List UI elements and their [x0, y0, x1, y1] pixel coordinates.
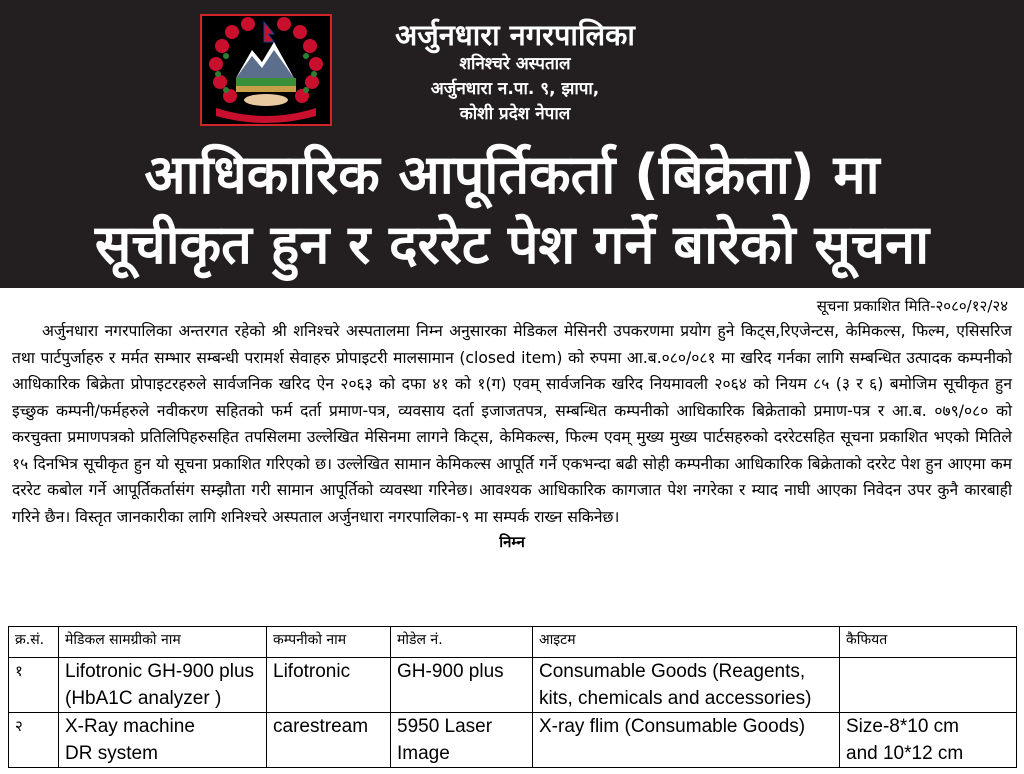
item-line: X-ray flim (Consumable Goods) — [539, 716, 806, 737]
cell-company: Lifotronic — [267, 658, 391, 713]
name-line: DR system — [65, 743, 158, 764]
header-sn: क्र.सं. — [9, 627, 59, 658]
notice-body — [8, 294, 1016, 554]
cell-model — [391, 713, 533, 768]
province: कोशी प्रदेश नेपाल — [459, 104, 571, 124]
model-line: Image — [397, 743, 450, 764]
cell-item-name — [59, 658, 267, 713]
cell-item — [533, 713, 840, 768]
list-title: निम्न — [499, 533, 525, 551]
org-name: अर्जुनधारा नगरपालिका — [395, 18, 635, 52]
table-row — [9, 713, 1017, 768]
cell-sn: २ — [9, 713, 59, 768]
items-table — [8, 626, 1017, 768]
name-line: (HbA1C analyzer ) — [65, 688, 222, 709]
name-line: X-Ray machine — [65, 716, 195, 737]
item-line: kits, chemicals and accessories) — [539, 688, 812, 709]
hospital-name: शनिश्चरे अस्पताल — [459, 54, 571, 74]
item-line: Consumable Goods (Reagents, — [539, 661, 806, 682]
cell-company: carestream — [267, 713, 391, 768]
name-line: Lifotronic GH-900 plus — [65, 661, 255, 682]
published-date: सूचना प्रकाशित मिति-२०८०/१२/२४ — [816, 297, 1008, 315]
table-header-row — [9, 627, 1017, 658]
remarks-line: Size-8*10 cm — [846, 716, 959, 737]
notice-title — [0, 140, 1024, 280]
title-line-2: सूचीकृत हुन र दररेट पेश गर्ने बारेको सूचना — [94, 213, 930, 276]
notice-header — [0, 0, 1024, 288]
cell-item — [533, 658, 840, 713]
cell-sn: १ — [9, 658, 59, 713]
cell-model — [391, 658, 533, 713]
notice-paragraph: अर्जुनधारा नगरपालिका अन्तरगत रहेको श्री शनिश्चरे अस्पतालमा निम्न अनुसारका मेडिकल मेसिनरी उपकरणमा प्रयोग हुने किट्स,रिएजेन्टस, केमिकल्स, फिल्म, एसिसरिज तथा पार्टपुर्जाहरु र मर्मत सम्भार सम्बन्धी परामर्श सेवाहरु प्रोपाइटरी मालसामान (closed item) को रुपमा आ.ब.०८०/०८१ मा खरिद गर्नका लागि सम्बन्धित उत्पादक कम्पनीको आधिकारिक बिक्रेता प्रोपाइटरहरुले सार्वजनिक खरिद ऐन २०६३ को दफा ४१ को १(ग) एवम् सार्वजनिक खरिद नियमावली २०६४ को नियम ८५ (३ र ६) बमोजिम सूचीकृत हुन इच्छुक कम्पनी/फर्महरुले नवीकरण सहितको फर्म दर्ता प्रमाण-पत्र, व्यवसाय दर्ता इजाजतपत्र, सम्बन्धित कम्पनीको आधिकारिक बिक्रेताको प्रमाण-पत्र र आ.ब. ०७९/०८० को करचुक्ता प्रमाणपत्रको प्रतिलिपिहरुसहित तपसिलमा उल्लेखित मेसिनमा लागने किट्स, केमिकल्स, फिल्म एवम् मुख्य मुख्य पार्टसहरुको दररेटसहित सूचना प्रकाशित भएको मितिले १५ दिनभित्र सूचीकृत हुन यो सूचना प्रकाशित गरिएको छ। उल्लेखित सामान केमिकल्स आपूर्ति गर्ने एकभन्दा बढी सोही कम्पनीका आधिकारिक बिक्रेताको दररेट पेश हुन आएमा कम दररेट कबोल गर्ने आपूर्तिकर्तासंग सम्झौता गरी सामान आपूर्तिको व्यवस्था गरिनेछ। आवश्यक आधिकारिक कागजात पेश नगरेका र म्याद नाघी आएका निवेदन उपर कुनै कारबाही गरिने छैन। विस्तृत जानकारीका लागि शनिश्चरे अस्पताल अर्जुनधारा नगरपालिका-९ मा सम्पर्क राख्न सकिनेछ। — [12, 322, 1012, 526]
header-company: कम्पनीको नाम — [267, 627, 391, 658]
nepal-emblem-icon — [200, 14, 332, 126]
header-item-name: मेडिकल सामग्रीको नाम — [59, 627, 267, 658]
cell-item-name — [59, 713, 267, 768]
model-line: 5950 Laser — [397, 716, 493, 737]
address: अर्जुनधारा न.पा. ९, झापा, — [430, 79, 600, 99]
header-item: आइटम — [533, 627, 840, 658]
cell-remarks — [840, 713, 1017, 768]
remarks-line: and 10*12 cm — [846, 743, 964, 764]
model-line: GH-900 plus — [397, 661, 504, 682]
organization-block — [340, 18, 690, 127]
header-remarks: कैफियत — [840, 627, 1017, 658]
table-row — [9, 658, 1017, 713]
title-line-1: आधिकारिक आपूर्तिकर्ता (बिक्रेता) मा — [144, 143, 880, 206]
header-model: मोडेल नं. — [391, 627, 533, 658]
cell-remarks — [840, 658, 1017, 713]
